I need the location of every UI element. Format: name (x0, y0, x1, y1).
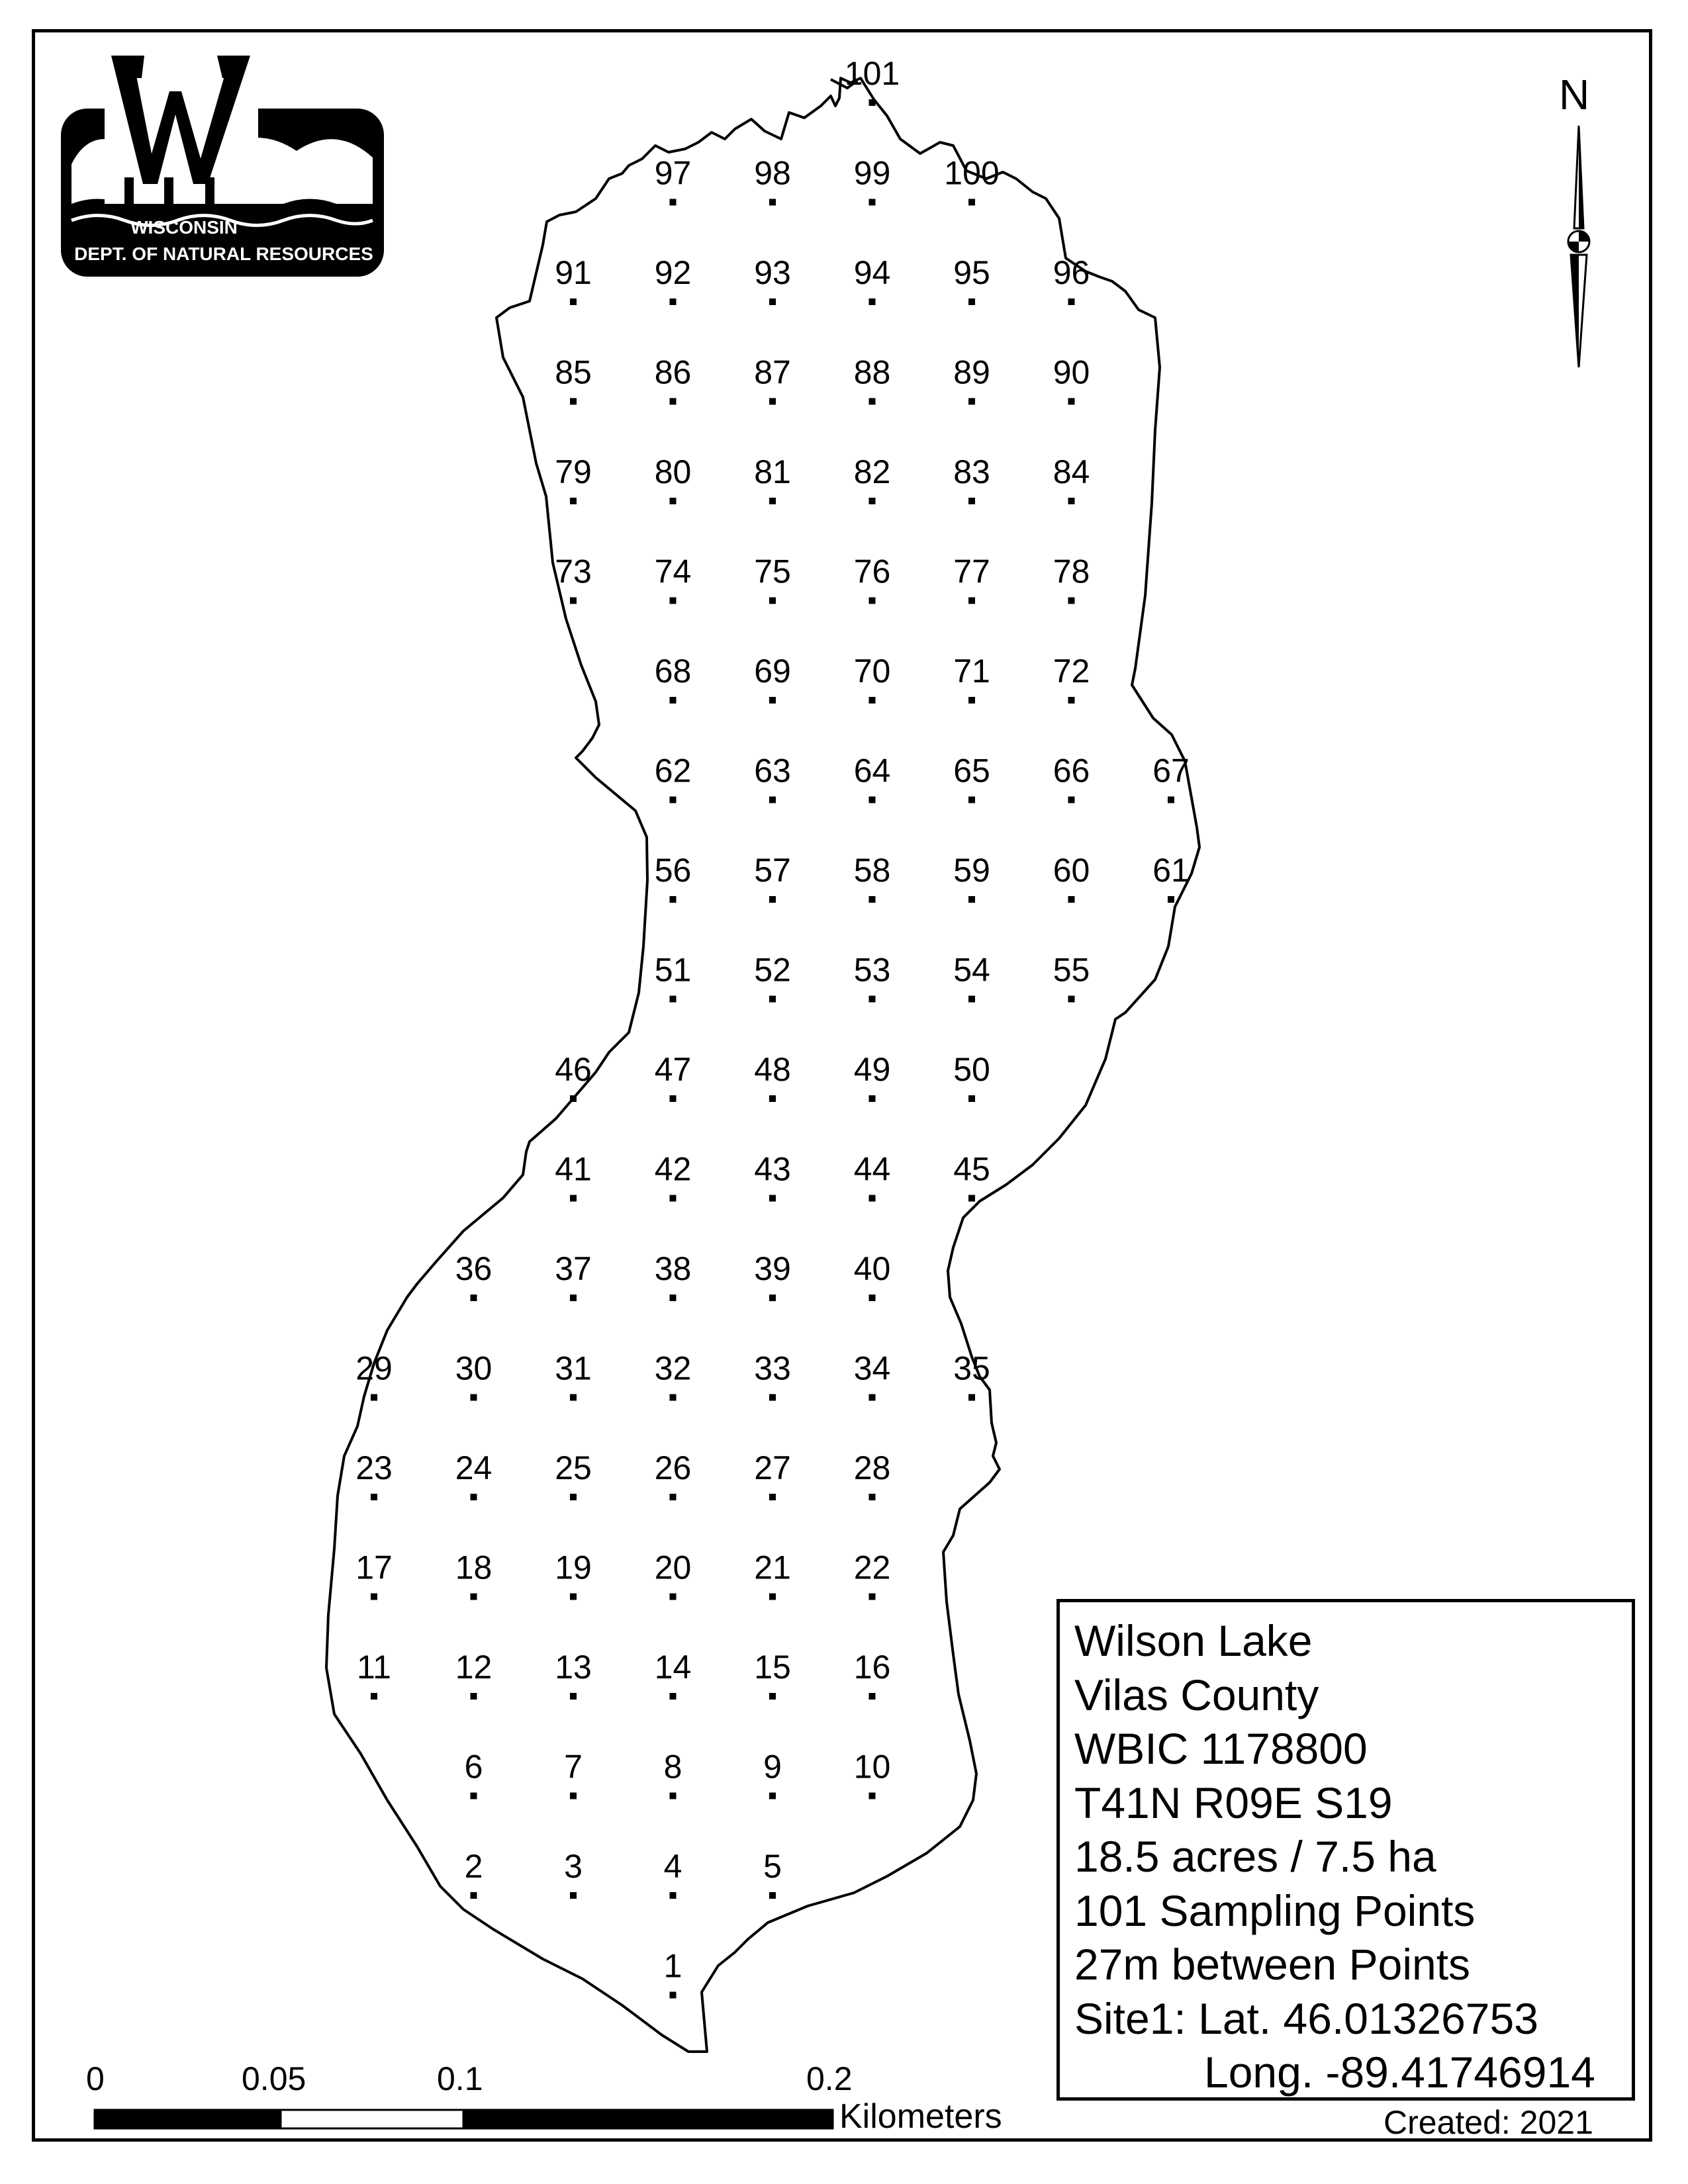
sampling-point-label: 53 (853, 951, 891, 989)
sampling-point-marker (670, 996, 677, 1003)
sampling-point-marker (769, 896, 776, 903)
sampling-point-marker (769, 996, 776, 1003)
sampling-point-label: 61 (1152, 852, 1190, 889)
sampling-point-marker (670, 1195, 677, 1202)
sampling-point-marker (1068, 896, 1075, 903)
wbic: WBIC 1178800 (1074, 1724, 1368, 1773)
sampling-point-marker (670, 1295, 677, 1301)
sampling-point-label: 87 (754, 353, 791, 391)
sampling-point-label: 9 (763, 1748, 782, 1786)
scale-bar-segment-2 (281, 2110, 463, 2128)
sampling-point-label: 80 (654, 453, 692, 490)
sampling-point-label: 1 (663, 1947, 682, 1985)
sampling-point-label: 12 (455, 1649, 492, 1686)
sampling-point-label: 49 (853, 1051, 891, 1088)
sampling-point-marker (968, 697, 975, 704)
sampling-point-marker (570, 1095, 577, 1102)
sampling-point-marker (869, 1095, 876, 1102)
sampling-point-marker (1068, 398, 1075, 405)
sampling-point-marker (670, 199, 677, 206)
sampling-point-label: 56 (654, 852, 692, 889)
sampling-point-marker (869, 498, 876, 504)
sampling-point-label: 8 (663, 1748, 682, 1786)
north-arrow (1568, 126, 1589, 367)
sampling-point-marker (968, 1095, 975, 1102)
sampling-point-marker (968, 996, 975, 1003)
sampling-point-label: 11 (357, 1649, 391, 1686)
sampling-point-marker (769, 1295, 776, 1301)
sampling-point-marker (968, 1195, 975, 1202)
sampling-point-label: 40 (853, 1250, 891, 1287)
sampling-point-marker (869, 99, 876, 106)
sampling-point-marker (1068, 298, 1075, 305)
sampling-point-label: 7 (564, 1748, 583, 1786)
sampling-point-label: 23 (355, 1449, 393, 1486)
sampling-point-label: 13 (555, 1649, 592, 1686)
sampling-point-label: 25 (555, 1449, 592, 1486)
sampling-point-label: 72 (1053, 653, 1090, 690)
county: Vilas County (1074, 1670, 1319, 1719)
sampling-point-label: 48 (754, 1051, 791, 1088)
sampling-point-label: 74 (654, 553, 692, 590)
sampling-point-marker (769, 1693, 776, 1700)
sampling-point-marker (570, 1195, 577, 1202)
sampling-point-marker (670, 797, 677, 803)
sampling-point-marker (670, 1793, 677, 1799)
sampling-point-label: 84 (1053, 453, 1090, 490)
lake-name: Wilson Lake (1074, 1616, 1313, 1665)
sampling-point-marker (570, 498, 577, 504)
sampling-point-marker (1068, 498, 1075, 504)
sampling-point-label: 5 (763, 1848, 782, 1885)
sampling-point-marker (371, 1693, 377, 1700)
sampling-point-marker (471, 1892, 477, 1899)
sampling-point-marker (670, 1992, 677, 1999)
sampling-point-label: 42 (654, 1150, 692, 1188)
sampling-point-label: 57 (754, 852, 791, 889)
point-spacing: 27m between Points (1074, 1940, 1471, 1989)
sampling-point-label: 81 (754, 453, 791, 490)
sampling-point-label: 30 (455, 1349, 492, 1387)
sampling-point-marker (670, 598, 677, 604)
sampling-point-marker (869, 1594, 876, 1600)
sampling-point-marker (769, 1095, 776, 1102)
sampling-point-marker (968, 598, 975, 604)
sampling-point-marker (1068, 797, 1075, 803)
sampling-point-label: 64 (853, 752, 891, 790)
sampling-point-marker (670, 1892, 677, 1899)
sampling-point-marker (769, 398, 776, 405)
site1-latitude: Site1: Lat. 46.01326753 (1074, 1993, 1538, 2043)
sampling-point-marker (570, 298, 577, 305)
sampling-point-label: 68 (654, 653, 692, 690)
sampling-point-marker (968, 199, 975, 206)
sampling-point-marker (670, 1394, 677, 1401)
sampling-point-marker (570, 1494, 577, 1500)
sampling-point-label: 52 (754, 951, 791, 989)
sampling-point-label: 98 (754, 154, 791, 192)
sampling-point-label: 65 (953, 752, 990, 790)
sampling-point-label: 97 (654, 154, 692, 192)
sampling-point-label: 77 (953, 553, 990, 590)
sampling-point-marker (769, 1793, 776, 1799)
sampling-point-marker (1168, 896, 1174, 903)
sampling-point-marker (869, 1494, 876, 1500)
sampling-point-marker (968, 896, 975, 903)
sampling-point-label: 39 (754, 1250, 791, 1287)
sampling-point-marker (869, 896, 876, 903)
sampling-point-marker (769, 1892, 776, 1899)
sampling-point-label: 79 (555, 453, 592, 490)
sampling-point-label: 66 (1053, 752, 1090, 790)
sampling-point-marker (968, 797, 975, 803)
sampling-point-label: 35 (953, 1349, 990, 1387)
sampling-point-label: 19 (555, 1549, 592, 1586)
scale-bar-segment-3 (463, 2110, 833, 2128)
dnr-logo (58, 52, 389, 283)
sampling-point-label: 31 (555, 1349, 592, 1387)
sampling-point-marker (1068, 996, 1075, 1003)
sampling-point-marker (968, 1394, 975, 1401)
sampling-point-marker (670, 298, 677, 305)
sampling-point-marker (869, 996, 876, 1003)
sampling-point-label: 45 (953, 1150, 990, 1188)
scale-units-label: Kilometers (839, 2097, 1002, 2136)
sampling-point-marker (769, 1195, 776, 1202)
sampling-point-label: 47 (654, 1051, 692, 1088)
sampling-point-label: 29 (355, 1349, 393, 1387)
logo-text-line2: DEPT. OF NATURAL RESOURCES (74, 244, 373, 264)
sampling-point-label: 63 (754, 752, 791, 790)
sampling-point-label: 46 (555, 1051, 592, 1088)
sampling-point-marker (769, 598, 776, 604)
sampling-point-label: 18 (455, 1549, 492, 1586)
sampling-point-label: 83 (953, 453, 990, 490)
sampling-point-marker (670, 1693, 677, 1700)
sampling-point-marker (968, 398, 975, 405)
sampling-point-marker (670, 1494, 677, 1500)
sampling-point-marker (869, 1693, 876, 1700)
sampling-point-marker (769, 1594, 776, 1600)
sampling-point-label: 33 (754, 1349, 791, 1387)
scale-tick-0-1: 0.1 (437, 2060, 483, 2097)
sampling-point-label: 59 (953, 852, 990, 889)
sampling-point-marker (670, 398, 677, 405)
sampling-point-label: 3 (564, 1848, 583, 1885)
sampling-point-label: 38 (654, 1250, 692, 1287)
sampling-point-label: 6 (464, 1748, 483, 1786)
sampling-point-marker (570, 598, 577, 604)
sampling-point-marker (670, 1095, 677, 1102)
sampling-point-marker (570, 1793, 577, 1799)
sampling-point-marker (869, 797, 876, 803)
sampling-point-label: 16 (853, 1649, 891, 1686)
sampling-point-label: 99 (853, 154, 891, 192)
lake-area: 18.5 acres / 7.5 ha (1074, 1832, 1436, 1881)
scale-bar (95, 2110, 833, 2128)
sampling-point-label: 28 (853, 1449, 891, 1486)
scale-tick-0-2: 0.2 (806, 2060, 853, 2097)
sampling-point-label: 101 (844, 55, 900, 92)
sampling-point-marker (670, 697, 677, 704)
logo-text-line1: WISCONSIN (130, 217, 238, 238)
sampling-point-label: 32 (654, 1349, 692, 1387)
sampling-point-marker (769, 1394, 776, 1401)
sampling-point-marker (471, 1793, 477, 1799)
sampling-point-marker (869, 398, 876, 405)
sampling-point-label: 71 (953, 653, 990, 690)
sampling-point-label: 78 (1053, 553, 1090, 590)
sampling-point-label: 75 (754, 553, 791, 590)
sampling-point-label: 4 (663, 1848, 682, 1885)
sampling-point-marker (769, 1494, 776, 1500)
sampling-point-marker (869, 1195, 876, 1202)
sampling-point-marker (1168, 797, 1174, 803)
sampling-point-label: 67 (1152, 752, 1190, 790)
lake-info-box (1056, 1599, 1635, 2101)
sampling-point-marker (1068, 697, 1075, 704)
sampling-point-label: 15 (754, 1649, 791, 1686)
sampling-point-marker (371, 1394, 377, 1401)
sampling-point-marker (371, 1594, 377, 1600)
sampling-point-label: 21 (754, 1549, 791, 1586)
sampling-point-marker (869, 298, 876, 305)
sampling-point-marker (570, 1892, 577, 1899)
sampling-point-marker (1068, 598, 1075, 604)
sampling-point-marker (371, 1494, 377, 1500)
sampling-point-marker (869, 598, 876, 604)
sampling-point-label: 2 (464, 1848, 483, 1885)
sampling-point-label: 62 (654, 752, 692, 790)
sampling-point-label: 41 (555, 1150, 592, 1188)
sampling-point-label: 50 (953, 1051, 990, 1088)
sampling-point-marker (968, 298, 975, 305)
sampling-point-marker (869, 199, 876, 206)
sampling-point-label: 73 (555, 553, 592, 590)
sampling-point-label: 88 (853, 353, 891, 391)
sampling-point-label: 92 (654, 254, 692, 291)
site1-longitude: Long. -89.41746914 (1204, 2048, 1595, 2097)
scale-tick-0-05: 0.05 (242, 2060, 306, 2097)
sampling-point-label: 14 (654, 1649, 692, 1686)
sampling-point-marker (869, 1295, 876, 1301)
sampling-point-label: 86 (654, 353, 692, 391)
sampling-point-label: 37 (555, 1250, 592, 1287)
sampling-point-label: 58 (853, 852, 891, 889)
sampling-point-label: 27 (754, 1449, 791, 1486)
sampling-point-marker (471, 1295, 477, 1301)
sampling-point-marker (570, 1295, 577, 1301)
sampling-point-label: 100 (944, 154, 1000, 192)
sampling-point-marker (670, 896, 677, 903)
sampling-point-label: 17 (355, 1549, 393, 1586)
sampling-point-marker (769, 199, 776, 206)
sampling-point-label: 95 (953, 254, 990, 291)
scale-tick-0: 0 (86, 2060, 105, 2097)
sampling-point-marker (769, 697, 776, 704)
sampling-point-label: 82 (853, 453, 891, 490)
sampling-point-label: 91 (555, 254, 592, 291)
sampling-point-label: 51 (654, 951, 692, 989)
township-range-section: T41N R09E S19 (1074, 1778, 1393, 1827)
sampling-point-marker (670, 1594, 677, 1600)
sampling-point-marker (570, 1394, 577, 1401)
sampling-point-label: 36 (455, 1250, 492, 1287)
sampling-point-label: 96 (1053, 254, 1090, 291)
sampling-point-label: 55 (1053, 951, 1090, 989)
sampling-point-marker (471, 1394, 477, 1401)
sampling-point-label: 60 (1053, 852, 1090, 889)
sampling-point-label: 54 (953, 951, 990, 989)
sampling-point-label: 43 (754, 1150, 791, 1188)
sampling-point-marker (471, 1594, 477, 1600)
sampling-point-marker (670, 498, 677, 504)
sampling-point-label: 76 (853, 553, 891, 590)
sampling-point-marker (869, 1394, 876, 1401)
sampling-point-label: 20 (654, 1549, 692, 1586)
north-label: N (1559, 71, 1590, 118)
sampling-point-marker (869, 1793, 876, 1799)
sampling-point-marker (570, 1594, 577, 1600)
sampling-point-marker (471, 1693, 477, 1700)
sampling-point-marker (769, 298, 776, 305)
sampling-point-label: 89 (953, 353, 990, 391)
sampling-point-marker (570, 1693, 577, 1700)
sampling-point-marker (471, 1494, 477, 1500)
sampling-point-label: 69 (754, 653, 791, 690)
sampling-point-label: 93 (754, 254, 791, 291)
created-date: Created: 2021 (1383, 2104, 1593, 2141)
sampling-point-label: 94 (853, 254, 891, 291)
sampling-point-label: 70 (853, 653, 891, 690)
sampling-point-label: 90 (1053, 353, 1090, 391)
sampling-point-label: 10 (853, 1748, 891, 1786)
sampling-points-count: 101 Sampling Points (1074, 1886, 1476, 1935)
sampling-point-label: 26 (654, 1449, 692, 1486)
sampling-point-label: 24 (455, 1449, 492, 1486)
sampling-point-marker (769, 498, 776, 504)
scale-bar-segment-1 (95, 2110, 281, 2128)
sampling-point-label: 85 (555, 353, 592, 391)
sampling-point-label: 22 (853, 1549, 891, 1586)
sampling-point-marker (968, 498, 975, 504)
sampling-point-marker (769, 797, 776, 803)
sampling-point-label: 34 (853, 1349, 891, 1387)
sampling-point-marker (869, 697, 876, 704)
sampling-point-label: 44 (853, 1150, 891, 1188)
sampling-point-marker (570, 398, 577, 405)
